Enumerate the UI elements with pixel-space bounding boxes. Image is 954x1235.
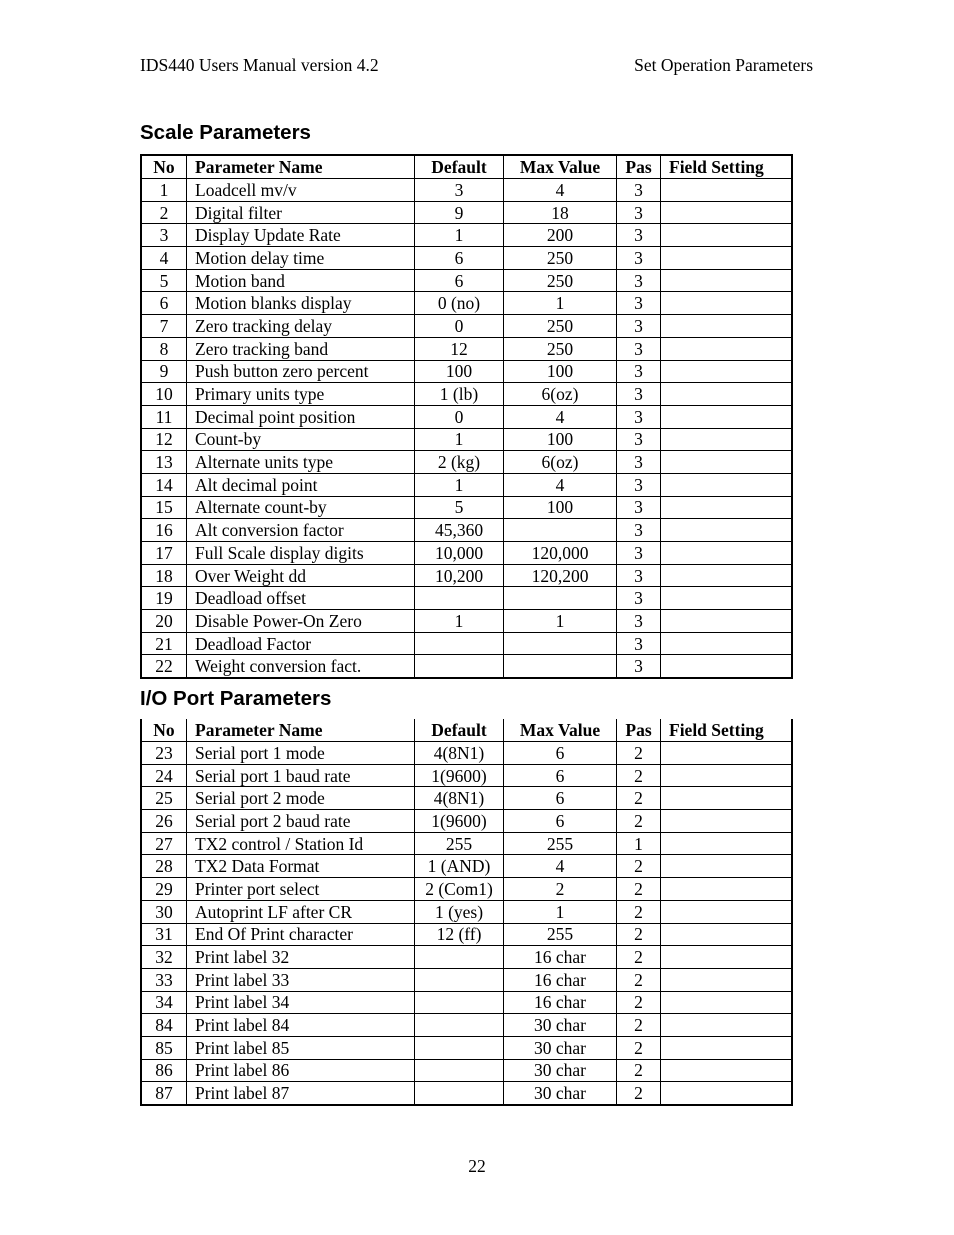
- cell-pas: 2: [617, 923, 661, 946]
- cell-field-setting: [661, 587, 793, 610]
- cell-parameter-name: Digital filter: [187, 201, 415, 224]
- col-default: Default: [415, 155, 504, 179]
- cell-no: 17: [141, 542, 187, 565]
- cell-no: 87: [141, 1082, 187, 1105]
- cell-max-value: [504, 632, 617, 655]
- io-port-parameters-table: [140, 719, 793, 1106]
- cell-pas: 2: [617, 878, 661, 901]
- page-number: 22: [468, 1156, 486, 1176]
- page-header: [140, 55, 813, 76]
- cell-no: 33: [141, 968, 187, 991]
- cell-field-setting: [661, 360, 793, 383]
- cell-pas: 3: [617, 201, 661, 224]
- cell-pas: 3: [617, 473, 661, 496]
- table-row: [141, 1082, 792, 1105]
- scale-parameters-table: [140, 154, 793, 679]
- col-default: Default: [415, 719, 504, 742]
- cell-pas: 3: [617, 428, 661, 451]
- cell-field-setting: [661, 1036, 793, 1059]
- cell-no: 26: [141, 810, 187, 833]
- table-row: [141, 428, 792, 451]
- table-row: [141, 292, 792, 315]
- table-row: [141, 655, 792, 678]
- header-section-title: Set Operation Parameters: [634, 55, 813, 75]
- cell-parameter-name: Alternate units type: [187, 451, 415, 474]
- cell-no: 20: [141, 610, 187, 633]
- cell-no: 86: [141, 1059, 187, 1082]
- cell-pas: 3: [617, 224, 661, 247]
- cell-field-setting: [661, 179, 793, 202]
- cell-max-value: 6: [504, 742, 617, 765]
- cell-max-value: 255: [504, 923, 617, 946]
- cell-parameter-name: Loadcell mv/v: [187, 179, 415, 202]
- cell-parameter-name: Zero tracking band: [187, 337, 415, 360]
- cell-no: 24: [141, 764, 187, 787]
- cell-no: 85: [141, 1036, 187, 1059]
- cell-no: 7: [141, 315, 187, 338]
- cell-no: 14: [141, 473, 187, 496]
- cell-pas: 3: [617, 451, 661, 474]
- cell-field-setting: [661, 519, 793, 542]
- cell-max-value: 18: [504, 201, 617, 224]
- cell-default: 255: [415, 832, 504, 855]
- cell-field-setting: [661, 968, 793, 991]
- table-row: [141, 179, 792, 202]
- cell-field-setting: [661, 1059, 793, 1082]
- table-row: [141, 810, 792, 833]
- cell-field-setting: [661, 315, 793, 338]
- cell-parameter-name: Print label 33: [187, 968, 415, 991]
- cell-max-value: 1: [504, 610, 617, 633]
- cell-default: [415, 946, 504, 969]
- table-row: [141, 383, 792, 406]
- table-row: [141, 610, 792, 633]
- cell-max-value: 6: [504, 810, 617, 833]
- table-row: [141, 587, 792, 610]
- cell-field-setting: [661, 810, 793, 833]
- table-row: [141, 1036, 792, 1059]
- table-row: [141, 991, 792, 1014]
- cell-no: 28: [141, 855, 187, 878]
- table-header-row: [141, 719, 792, 742]
- cell-no: 9: [141, 360, 187, 383]
- cell-pas: 3: [617, 247, 661, 270]
- cell-no: 1: [141, 179, 187, 202]
- cell-field-setting: [661, 610, 793, 633]
- cell-no: 23: [141, 742, 187, 765]
- io-port-parameters-title: I/O Port Parameters: [140, 687, 332, 710]
- cell-default: 10,200: [415, 564, 504, 587]
- table-row: [141, 787, 792, 810]
- cell-field-setting: [661, 832, 793, 855]
- io-table-body: [141, 742, 792, 1106]
- cell-max-value: 4: [504, 473, 617, 496]
- cell-pas: 1: [617, 832, 661, 855]
- cell-max-value: 120,200: [504, 564, 617, 587]
- cell-field-setting: [661, 428, 793, 451]
- cell-field-setting: [661, 855, 793, 878]
- cell-max-value: [504, 587, 617, 610]
- cell-field-setting: [661, 247, 793, 270]
- cell-parameter-name: Printer port select: [187, 878, 415, 901]
- cell-parameter-name: Print label 87: [187, 1082, 415, 1105]
- table-row: [141, 269, 792, 292]
- cell-pas: 3: [617, 337, 661, 360]
- cell-parameter-name: Print label 84: [187, 1014, 415, 1037]
- cell-parameter-name: Disable Power-On Zero: [187, 610, 415, 633]
- table-row: [141, 405, 792, 428]
- cell-max-value: [504, 519, 617, 542]
- cell-pas: 2: [617, 1014, 661, 1037]
- cell-parameter-name: Motion band: [187, 269, 415, 292]
- cell-max-value: 6(oz): [504, 451, 617, 474]
- cell-pas: 2: [617, 1082, 661, 1105]
- scale-table-body: [141, 179, 792, 679]
- cell-parameter-name: Serial port 1 mode: [187, 742, 415, 765]
- col-pas: Pas: [617, 155, 661, 179]
- cell-field-setting: [661, 473, 793, 496]
- table-row: [141, 968, 792, 991]
- cell-no: 13: [141, 451, 187, 474]
- cell-no: 15: [141, 496, 187, 519]
- table-row: [141, 946, 792, 969]
- cell-default: 1(9600): [415, 810, 504, 833]
- cell-field-setting: [661, 564, 793, 587]
- table-row: [141, 224, 792, 247]
- cell-default: 2 (Com1): [415, 878, 504, 901]
- cell-default: [415, 655, 504, 678]
- cell-parameter-name: Print label 34: [187, 991, 415, 1014]
- cell-parameter-name: Count-by: [187, 428, 415, 451]
- cell-no: 21: [141, 632, 187, 655]
- cell-pas: 3: [617, 519, 661, 542]
- col-no: No: [141, 155, 187, 179]
- cell-no: 12: [141, 428, 187, 451]
- cell-parameter-name: Print label 86: [187, 1059, 415, 1082]
- cell-default: 5: [415, 496, 504, 519]
- cell-pas: 2: [617, 946, 661, 969]
- col-parameter-name: Parameter Name: [187, 719, 415, 742]
- table-row: [141, 247, 792, 270]
- col-pas: Pas: [617, 719, 661, 742]
- cell-max-value: 6(oz): [504, 383, 617, 406]
- cell-field-setting: [661, 946, 793, 969]
- cell-default: 100: [415, 360, 504, 383]
- cell-max-value: 16 char: [504, 968, 617, 991]
- cell-pas: 3: [617, 496, 661, 519]
- cell-max-value: 100: [504, 496, 617, 519]
- cell-default: 1: [415, 224, 504, 247]
- cell-parameter-name: Serial port 2 mode: [187, 787, 415, 810]
- cell-max-value: 1: [504, 292, 617, 315]
- cell-max-value: 6: [504, 787, 617, 810]
- cell-default: 1 (lb): [415, 383, 504, 406]
- cell-parameter-name: TX2 control / Station Id: [187, 832, 415, 855]
- cell-max-value: 250: [504, 269, 617, 292]
- table-row: [141, 360, 792, 383]
- cell-parameter-name: Over Weight dd: [187, 564, 415, 587]
- table-row: [141, 923, 792, 946]
- scale-parameters-title: Scale Parameters: [140, 121, 311, 144]
- cell-parameter-name: Motion blanks display: [187, 292, 415, 315]
- cell-no: 32: [141, 946, 187, 969]
- header-manual-title: IDS440 Users Manual version 4.2: [140, 55, 379, 75]
- cell-pas: 2: [617, 810, 661, 833]
- cell-default: 1 (yes): [415, 900, 504, 923]
- cell-default: [415, 1014, 504, 1037]
- cell-no: 8: [141, 337, 187, 360]
- table-row: [141, 542, 792, 565]
- cell-parameter-name: Primary units type: [187, 383, 415, 406]
- table-row: [141, 878, 792, 901]
- cell-pas: 2: [617, 787, 661, 810]
- cell-pas: 2: [617, 968, 661, 991]
- cell-field-setting: [661, 991, 793, 1014]
- cell-pas: 2: [617, 855, 661, 878]
- cell-no: 27: [141, 832, 187, 855]
- cell-default: [415, 1059, 504, 1082]
- table-header-row: [141, 155, 792, 179]
- cell-field-setting: [661, 1014, 793, 1037]
- cell-pas: 3: [617, 360, 661, 383]
- table-row: [141, 742, 792, 765]
- cell-default: 1(9600): [415, 764, 504, 787]
- cell-pas: 2: [617, 1059, 661, 1082]
- cell-parameter-name: Print label 32: [187, 946, 415, 969]
- cell-default: 0: [415, 405, 504, 428]
- cell-parameter-name: TX2 Data Format: [187, 855, 415, 878]
- col-max-value: Max Value: [504, 719, 617, 742]
- cell-pas: 3: [617, 179, 661, 202]
- table-row: [141, 764, 792, 787]
- cell-max-value: 200: [504, 224, 617, 247]
- table-row: [141, 315, 792, 338]
- cell-max-value: 2: [504, 878, 617, 901]
- cell-max-value: 4: [504, 405, 617, 428]
- cell-field-setting: [661, 224, 793, 247]
- table-row: [141, 496, 792, 519]
- cell-default: 10,000: [415, 542, 504, 565]
- cell-max-value: 30 char: [504, 1014, 617, 1037]
- cell-pas: 2: [617, 742, 661, 765]
- cell-field-setting: [661, 878, 793, 901]
- cell-default: 6: [415, 247, 504, 270]
- col-field-setting: Field Setting: [661, 155, 793, 179]
- cell-max-value: 250: [504, 247, 617, 270]
- cell-default: 2 (kg): [415, 451, 504, 474]
- cell-default: 12 (ff): [415, 923, 504, 946]
- cell-field-setting: [661, 405, 793, 428]
- cell-parameter-name: Full Scale display digits: [187, 542, 415, 565]
- cell-field-setting: [661, 292, 793, 315]
- cell-max-value: 100: [504, 360, 617, 383]
- cell-field-setting: [661, 337, 793, 360]
- col-parameter-name: Parameter Name: [187, 155, 415, 179]
- col-field-setting: Field Setting: [661, 719, 793, 742]
- col-no: No: [141, 719, 187, 742]
- cell-no: 5: [141, 269, 187, 292]
- cell-default: 12: [415, 337, 504, 360]
- cell-default: [415, 1036, 504, 1059]
- cell-max-value: 250: [504, 315, 617, 338]
- cell-max-value: 30 char: [504, 1036, 617, 1059]
- cell-parameter-name: Weight conversion fact.: [187, 655, 415, 678]
- cell-max-value: 16 char: [504, 991, 617, 1014]
- cell-no: 25: [141, 787, 187, 810]
- cell-no: 29: [141, 878, 187, 901]
- cell-max-value: 120,000: [504, 542, 617, 565]
- cell-default: 4(8N1): [415, 787, 504, 810]
- cell-pas: 2: [617, 764, 661, 787]
- cell-no: 11: [141, 405, 187, 428]
- cell-pas: 3: [617, 632, 661, 655]
- cell-max-value: 4: [504, 855, 617, 878]
- cell-max-value: 100: [504, 428, 617, 451]
- cell-field-setting: [661, 1082, 793, 1105]
- cell-default: [415, 1082, 504, 1105]
- cell-default: [415, 587, 504, 610]
- cell-pas: 3: [617, 610, 661, 633]
- cell-default: 0: [415, 315, 504, 338]
- table-row: [141, 564, 792, 587]
- cell-default: [415, 991, 504, 1014]
- cell-no: 30: [141, 900, 187, 923]
- cell-field-setting: [661, 632, 793, 655]
- cell-max-value: 255: [504, 832, 617, 855]
- cell-field-setting: [661, 269, 793, 292]
- cell-parameter-name: Deadload Factor: [187, 632, 415, 655]
- cell-parameter-name: Display Update Rate: [187, 224, 415, 247]
- cell-field-setting: [661, 787, 793, 810]
- cell-pas: 3: [617, 292, 661, 315]
- cell-parameter-name: Serial port 2 baud rate: [187, 810, 415, 833]
- cell-default: 3: [415, 179, 504, 202]
- table-row: [141, 1014, 792, 1037]
- cell-no: 19: [141, 587, 187, 610]
- cell-parameter-name: Decimal point position: [187, 405, 415, 428]
- cell-field-setting: [661, 451, 793, 474]
- cell-no: 4: [141, 247, 187, 270]
- table-row: [141, 451, 792, 474]
- cell-no: 10: [141, 383, 187, 406]
- cell-no: 31: [141, 923, 187, 946]
- cell-max-value: 4: [504, 179, 617, 202]
- cell-max-value: 30 char: [504, 1059, 617, 1082]
- cell-default: [415, 968, 504, 991]
- cell-max-value: 1: [504, 900, 617, 923]
- cell-default: 9: [415, 201, 504, 224]
- cell-field-setting: [661, 764, 793, 787]
- cell-default: 1 (AND): [415, 855, 504, 878]
- cell-field-setting: [661, 655, 793, 678]
- cell-max-value: 250: [504, 337, 617, 360]
- cell-default: 0 (no): [415, 292, 504, 315]
- cell-field-setting: [661, 542, 793, 565]
- cell-default: 4(8N1): [415, 742, 504, 765]
- table-row: [141, 519, 792, 542]
- cell-no: 2: [141, 201, 187, 224]
- cell-field-setting: [661, 742, 793, 765]
- cell-parameter-name: Autoprint LF after CR: [187, 900, 415, 923]
- cell-max-value: 16 char: [504, 946, 617, 969]
- cell-pas: 3: [617, 383, 661, 406]
- cell-parameter-name: Deadload offset: [187, 587, 415, 610]
- cell-pas: 2: [617, 900, 661, 923]
- cell-default: 1: [415, 428, 504, 451]
- cell-parameter-name: Print label 85: [187, 1036, 415, 1059]
- cell-parameter-name: Serial port 1 baud rate: [187, 764, 415, 787]
- cell-no: 16: [141, 519, 187, 542]
- cell-no: 34: [141, 991, 187, 1014]
- table-row: [141, 900, 792, 923]
- cell-field-setting: [661, 496, 793, 519]
- cell-parameter-name: Motion delay time: [187, 247, 415, 270]
- cell-field-setting: [661, 383, 793, 406]
- cell-field-setting: [661, 201, 793, 224]
- cell-parameter-name: Zero tracking delay: [187, 315, 415, 338]
- cell-default: 6: [415, 269, 504, 292]
- cell-pas: 3: [617, 655, 661, 678]
- cell-parameter-name: Alternate count-by: [187, 496, 415, 519]
- cell-default: 45,360: [415, 519, 504, 542]
- cell-pas: 3: [617, 542, 661, 565]
- table-row: [141, 1059, 792, 1082]
- cell-pas: 2: [617, 1036, 661, 1059]
- cell-pas: 3: [617, 269, 661, 292]
- table-row: [141, 632, 792, 655]
- cell-pas: 2: [617, 991, 661, 1014]
- cell-no: 84: [141, 1014, 187, 1037]
- cell-max-value: [504, 655, 617, 678]
- table-row: [141, 473, 792, 496]
- cell-field-setting: [661, 900, 793, 923]
- cell-field-setting: [661, 923, 793, 946]
- table-row: [141, 337, 792, 360]
- cell-parameter-name: End Of Print character: [187, 923, 415, 946]
- cell-default: [415, 632, 504, 655]
- col-max-value: Max Value: [504, 155, 617, 179]
- cell-pas: 3: [617, 405, 661, 428]
- cell-max-value: 30 char: [504, 1082, 617, 1105]
- cell-max-value: 6: [504, 764, 617, 787]
- cell-parameter-name: Alt decimal point: [187, 473, 415, 496]
- cell-pas: 3: [617, 315, 661, 338]
- cell-parameter-name: Push button zero percent: [187, 360, 415, 383]
- cell-no: 22: [141, 655, 187, 678]
- cell-default: 1: [415, 473, 504, 496]
- cell-parameter-name: Alt conversion factor: [187, 519, 415, 542]
- cell-no: 18: [141, 564, 187, 587]
- table-row: [141, 855, 792, 878]
- table-row: [141, 832, 792, 855]
- cell-pas: 3: [617, 564, 661, 587]
- cell-pas: 3: [617, 587, 661, 610]
- cell-no: 6: [141, 292, 187, 315]
- cell-no: 3: [141, 224, 187, 247]
- cell-default: 1: [415, 610, 504, 633]
- table-row: [141, 201, 792, 224]
